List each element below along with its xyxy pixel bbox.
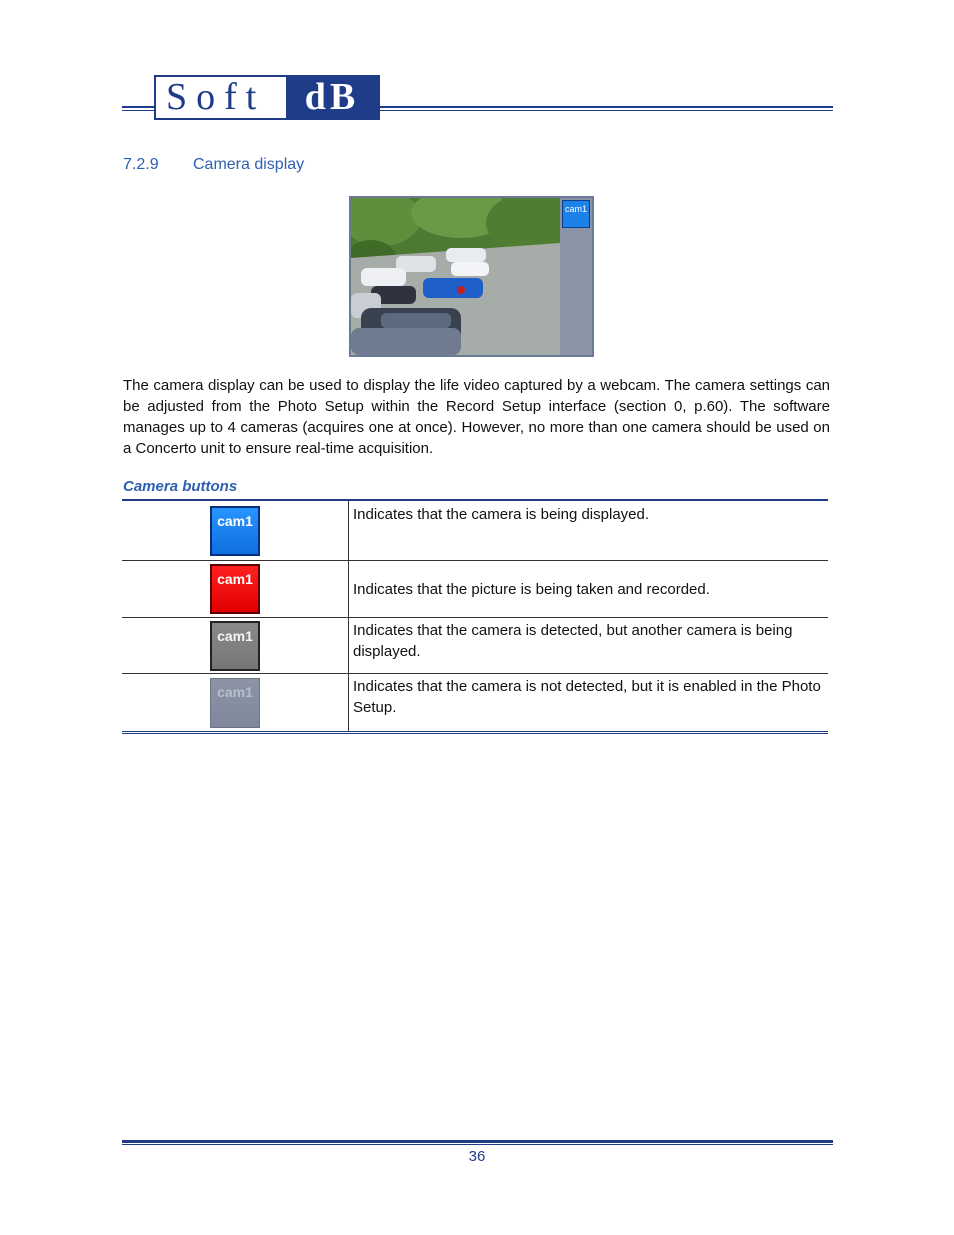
description-cell: Indicates that the picture is being taken and recorded. [353, 580, 710, 598]
table-row [122, 674, 828, 734]
parking-lot-image [351, 198, 560, 355]
page-number: 36 [468, 1148, 486, 1165]
cam1-detected-button: cam1 [210, 621, 260, 671]
cam1-displayed-button: cam1 [210, 506, 260, 556]
section-title: Camera display [193, 156, 305, 173]
footer-rule [122, 1140, 833, 1145]
camera-display-screenshot [349, 196, 594, 357]
camera-buttons-table [122, 499, 828, 734]
button-cell [122, 674, 349, 731]
section-number: 7.2.9 [123, 156, 159, 173]
table-row [122, 501, 828, 561]
cam1-button[interactable]: cam1 [562, 200, 590, 228]
button-cell [122, 501, 349, 560]
header-rule-right [380, 106, 833, 111]
cam1-not-detected-button: cam1 [210, 678, 260, 728]
description-cell: Indicates that the camera is being displayed. [353, 506, 650, 523]
description-cell: Indicates that the camera is detected, but another camera is being displayed. [353, 622, 793, 660]
button-cell [122, 618, 349, 673]
logo-db-text: dB [286, 77, 378, 118]
camera-button-panel [560, 198, 592, 355]
button-cell [122, 561, 349, 617]
cam1-recording-button: cam1 [210, 564, 260, 614]
header-rule-left [122, 106, 155, 111]
table-row [122, 618, 828, 674]
logo-soft-text: Soft [156, 77, 286, 118]
description-cell: Indicates that the camera is not detected, but it is enabled in the Photo Setup. [353, 678, 821, 716]
softdb-logo [154, 75, 380, 120]
description-paragraph: The camera display can be used to display the life video captured by a webcam. The camera settings can be adjusted from the Photo Setup within the Record Setup interface (section 0, p.60). The software manages up to 4 cameras (acquires one at once). However, no more than one camera should be used on a Concerto unit to ensure real-time acquisition. [123, 377, 830, 457]
camera-video-feed [351, 198, 560, 355]
camera-buttons-heading: Camera buttons [123, 478, 238, 495]
table-row [122, 561, 828, 618]
